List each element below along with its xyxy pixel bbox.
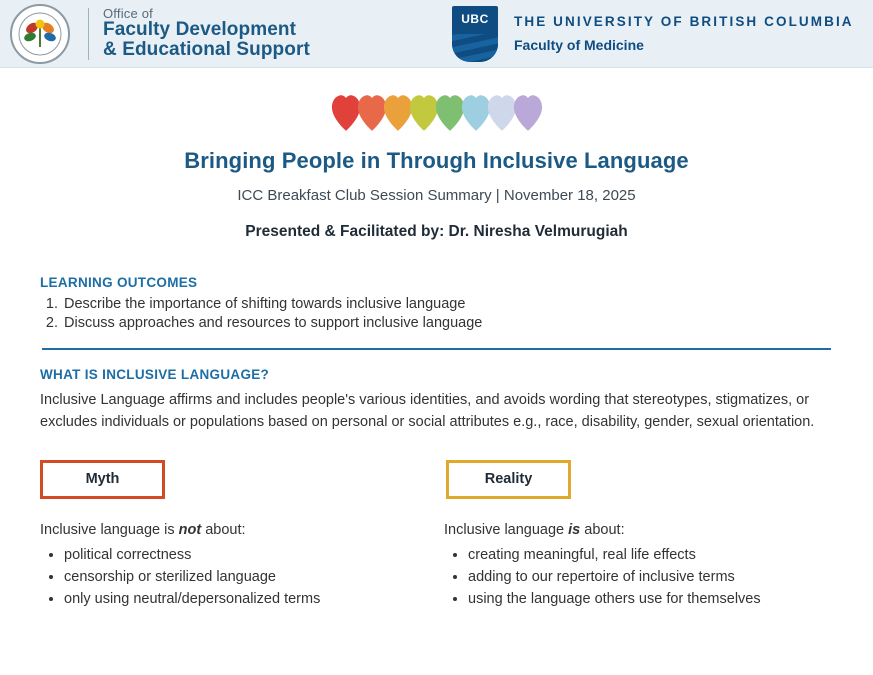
crest-icon (10, 4, 70, 64)
reality-list (444, 544, 810, 611)
list-item: • adding to our repertoire of inclusive terms (468, 566, 810, 588)
list-item: • only using neutral/depersonalized terms (64, 588, 406, 610)
myth-badge: Myth (40, 460, 165, 499)
office-line-2: & Educational Support (103, 39, 310, 61)
list-item: • political correctness (64, 544, 406, 566)
reality-lead-prefix: Inclusive language (444, 521, 569, 538)
hearts-decoration (0, 92, 873, 134)
document-body (0, 275, 873, 611)
ubc-logo (452, 0, 854, 67)
ubc-shield-stripes (452, 34, 498, 62)
ofdes-logo (0, 4, 310, 64)
what-is-heading: WHAT IS INCLUSIVE LANGUAGE? (40, 367, 270, 382)
reality-column (444, 460, 810, 611)
myth-lead-emphasis: not (178, 521, 202, 538)
title-block (0, 148, 873, 241)
myth-lead-suffix: about: (201, 521, 246, 538)
heart-icon (513, 92, 543, 134)
reality-badge: Reality (446, 460, 571, 499)
section-divider (42, 348, 831, 350)
reality-lead (444, 522, 810, 538)
ubc-shield-wordmark: UBC (461, 11, 489, 26)
list-item: • using the language others use for themselves (468, 588, 810, 610)
page-header (0, 0, 873, 68)
list-item: • creating meaningful, real life effects (468, 544, 810, 566)
reality-lead-emphasis: is (568, 521, 581, 538)
ubc-shield-icon (452, 6, 498, 62)
logo-divider (88, 8, 89, 60)
myth-lead (40, 522, 406, 538)
office-wordmark (103, 7, 310, 61)
what-is-paragraph: Inclusive Language affirms and includes people's various identities, and avoids wording that stereotypes, stigmatizes, or excludes individuals or populations based on personal or social attributes e.g., race, disability, gender, sexual orientation. (40, 392, 815, 430)
presenter-line: Presented & Facilitated by: Dr. Niresha Velmurugiah (245, 223, 628, 240)
ubc-wordmark (514, 14, 854, 53)
reality-lead-suffix: about: (580, 521, 625, 538)
page-subtitle: ICC Breakfast Club Session Summary | November 18, 2025 (237, 187, 636, 204)
learning-outcomes-heading: LEARNING OUTCOMES (40, 275, 198, 290)
list-item: • censorship or sterilized language (64, 566, 406, 588)
list-item: 2. Discuss approaches and resources to support inclusive language (62, 315, 833, 331)
list-item: 1. Describe the importance of shifting towards inclusive language (62, 296, 833, 312)
page-title: Bringing People in Through Inclusive Language (184, 148, 689, 173)
myth-list (40, 544, 406, 611)
myth-lead-prefix: Inclusive language is (40, 521, 179, 538)
ubc-faculty-name: Faculty of Medicine (514, 37, 644, 53)
learning-outcomes-list (40, 296, 833, 331)
office-line-1: Faculty Development (103, 19, 297, 41)
ubc-university-name: THE UNIVERSITY OF BRITISH COLUMBIA (514, 14, 854, 29)
myth-reality-columns (40, 460, 833, 611)
office-small-label: Office of (103, 5, 153, 21)
myth-column (40, 460, 406, 611)
